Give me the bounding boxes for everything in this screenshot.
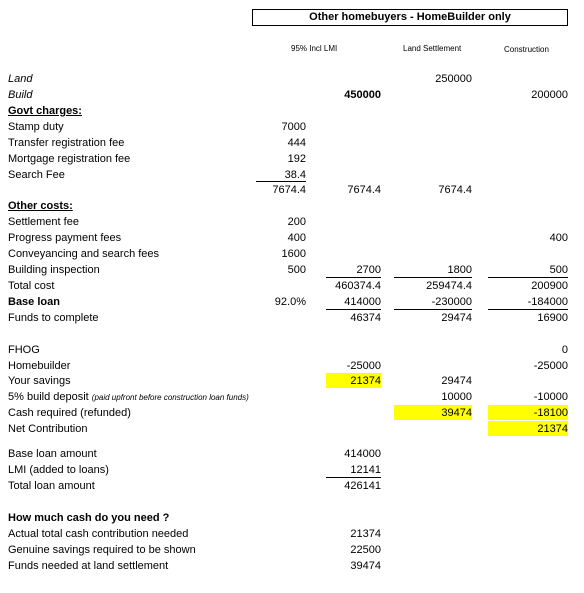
build-deposit-note: (paid upfront before construction loan funds)	[91, 393, 249, 402]
label-genuine-savings: Genuine savings required to be shown	[8, 544, 196, 556]
label-total-loan-amount: Total loan amount	[8, 480, 95, 492]
inspection-c: 500	[549, 264, 568, 276]
transfer-pre: 444	[287, 137, 306, 149]
rule-total-loan	[326, 477, 381, 478]
label-build-deposit	[8, 391, 249, 404]
progress-pre: 400	[287, 232, 306, 244]
label-actual-total: Actual total cash contribution needed	[8, 528, 189, 540]
inspection-a: 2700	[356, 264, 381, 276]
homebuilder-a: -25000	[346, 360, 381, 372]
genuine-a: 22500	[350, 544, 381, 556]
base-loan-c: -184000	[527, 296, 568, 308]
funds-needed-a: 39474	[350, 560, 381, 572]
fhog-c: 0	[561, 344, 568, 356]
progress-c: 400	[549, 232, 568, 244]
build-deposit-text: 5% build deposit	[8, 391, 89, 403]
govt-total-pre: 7674.4	[272, 184, 306, 196]
rule-total-cost-a	[326, 277, 381, 278]
rule-total-cost-b	[394, 277, 472, 278]
cash-b: 39474	[441, 407, 472, 419]
label-homebuilder: Homebuilder	[8, 360, 71, 372]
label-mortgage-fee: Mortgage registration fee	[8, 153, 131, 165]
label-how-much-cash: How much cash do you need ?	[8, 512, 170, 524]
label-base-loan: Base loan	[8, 296, 60, 308]
label-progress-fees: Progress payment fees	[8, 232, 122, 244]
label-building-inspection: Building inspection	[8, 264, 100, 276]
total-cost-b: 259474.4	[426, 280, 472, 292]
total-cost-a: 460374.4	[335, 280, 381, 292]
savings-b: 29474	[441, 375, 472, 387]
label-stamp-duty: Stamp duty	[8, 121, 64, 133]
settlement-pre: 200	[287, 216, 306, 228]
label-net-contribution: Net Contribution	[8, 423, 88, 435]
base-loan-b: -230000	[431, 296, 472, 308]
total-cost-c: 200900	[531, 280, 568, 292]
inspection-pre: 500	[287, 264, 306, 276]
label-total-cost: Total cost	[8, 280, 55, 292]
base-loan-pre: 92.0%	[274, 296, 306, 308]
build-a: 450000	[344, 89, 381, 101]
label-transfer-fee: Transfer registration fee	[8, 137, 125, 149]
label-funds-to-complete: Funds to complete	[8, 312, 99, 324]
header-land-settlement: Land Settlement	[403, 44, 462, 53]
label-cash-required: Cash required (refunded)	[8, 407, 131, 419]
base-amount-a: 414000	[344, 448, 381, 460]
label-land: Land	[8, 73, 33, 85]
label-funds-needed: Funds needed at land settlement	[8, 560, 169, 572]
label-fhog: FHOG	[8, 344, 40, 356]
deposit-c: -10000	[533, 391, 568, 403]
govt-total-b: 7674.4	[438, 184, 472, 196]
land-b: 250000	[435, 73, 472, 85]
actual-a: 21374	[350, 528, 381, 540]
label-other-costs: Other costs:	[8, 200, 73, 212]
lmi-a: 12141	[350, 464, 381, 476]
homebuilder-c: -25000	[533, 360, 568, 372]
savings-a: 21374	[350, 375, 381, 387]
total-loan-a: 426141	[344, 480, 381, 492]
build-c: 200000	[531, 89, 568, 101]
label-govt-charges: Govt charges:	[8, 105, 82, 117]
funds-a: 46374	[350, 312, 381, 324]
header-95-incl-lmi: 95% Incl LMI	[291, 44, 338, 53]
base-loan-a: 414000	[344, 296, 381, 308]
label-build: Build	[8, 89, 33, 101]
sheet-title: Other homebuyers - HomeBuilder only	[252, 9, 568, 26]
funds-b: 29474	[441, 312, 472, 324]
rule-funds-a	[326, 309, 381, 310]
label-conveyancing: Conveyancing and search fees	[8, 248, 160, 260]
rule-total-cost-c	[488, 277, 568, 278]
label-your-savings: Your savings	[8, 375, 71, 387]
label-settlement-fee: Settlement fee	[8, 216, 79, 228]
label-search-fee: Search Fee	[8, 169, 65, 181]
label-base-loan-amount: Base loan amount	[8, 448, 97, 460]
label-lmi: LMI (added to loans)	[8, 464, 109, 476]
govt-total-a: 7674.4	[347, 184, 381, 196]
header-construction: Construction	[504, 45, 549, 54]
stamp-pre: 7000	[281, 121, 306, 133]
mortgage-pre: 192	[287, 153, 306, 165]
net-c: 21374	[537, 423, 568, 435]
deposit-b: 10000	[441, 391, 472, 403]
search-pre: 38.4	[284, 169, 306, 181]
rule-funds-b	[394, 309, 472, 310]
conveyancing-pre: 1600	[281, 248, 306, 260]
cash-c: -18100	[533, 407, 568, 419]
inspection-b: 1800	[447, 264, 472, 276]
rule-funds-c	[488, 309, 568, 310]
funds-c: 16900	[537, 312, 568, 324]
